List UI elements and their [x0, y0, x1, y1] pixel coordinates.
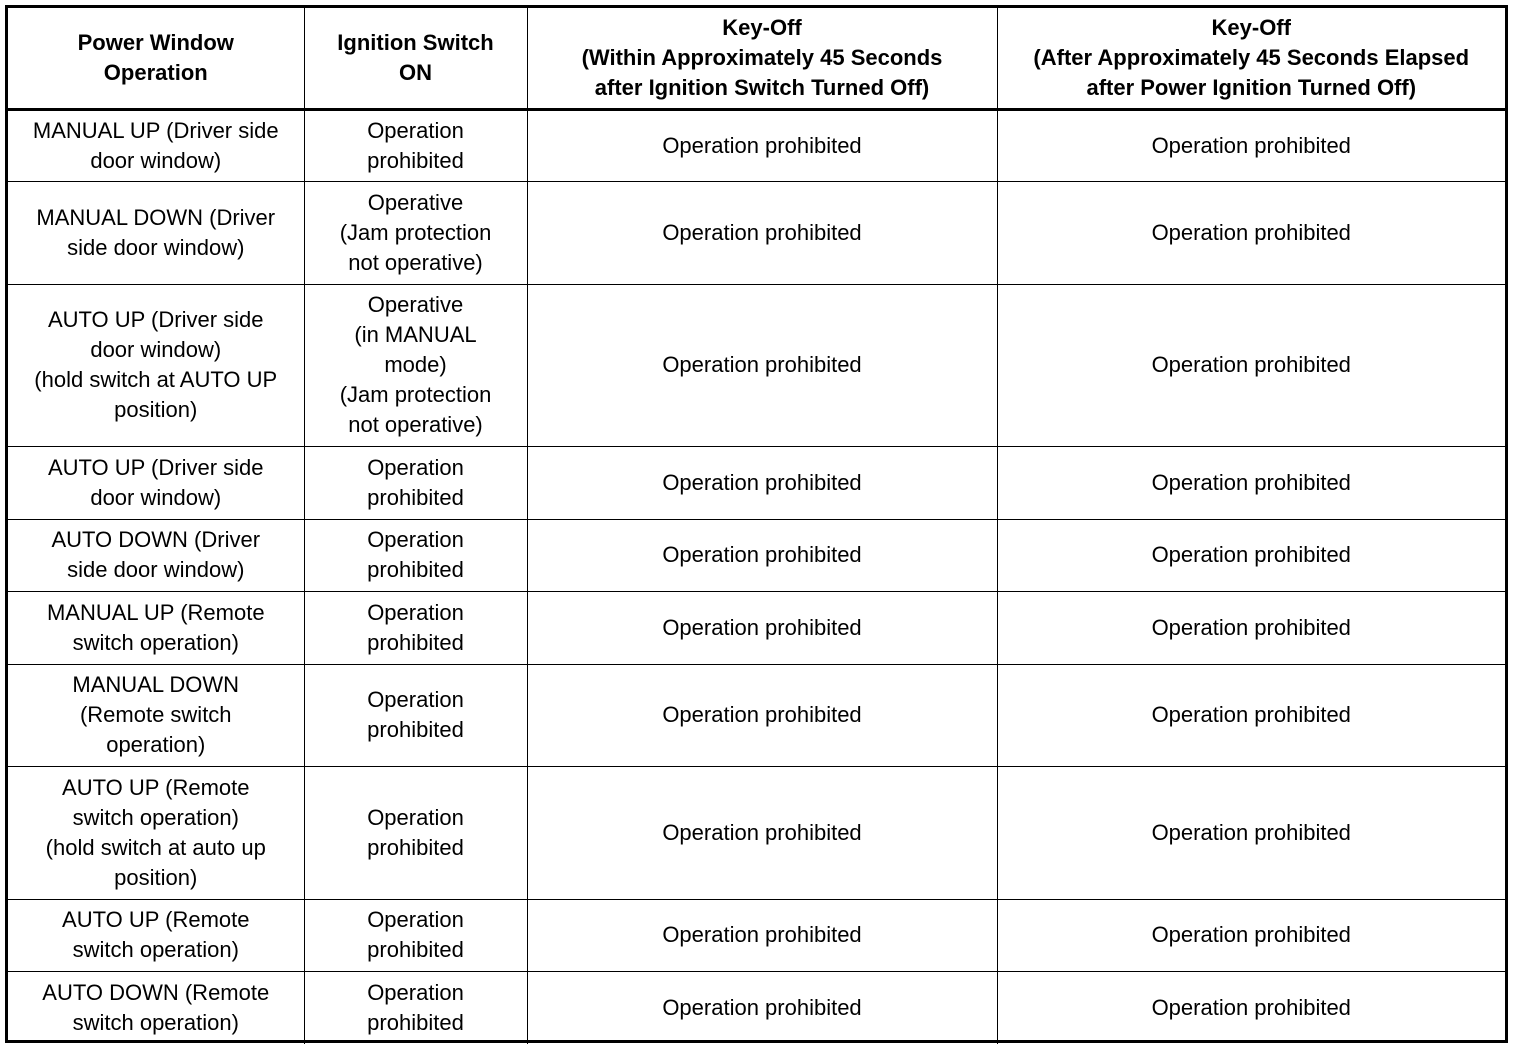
- cell-text-line: AUTO DOWN (Driver: [51, 527, 261, 552]
- key-off-within-cell: Operation prohibited: [527, 591, 997, 664]
- cell-text-line: Operation: [367, 117, 464, 143]
- header-text-line: Key-Off: [1211, 14, 1291, 40]
- key-off-after-cell: Operation prohibited: [997, 446, 1505, 519]
- ignition-on-cell: [304, 971, 527, 1044]
- key-off-after-cell: Operation prohibited: [997, 519, 1505, 591]
- cell-text-line: (Jam protection: [339, 382, 492, 407]
- cell-text-line: switch operation): [72, 1009, 239, 1035]
- cell-text-line: prohibited: [367, 557, 464, 582]
- key-off-within-cell: Operation prohibited: [527, 519, 997, 591]
- header-text-line: Operation: [103, 59, 208, 85]
- operation-cell: [8, 109, 304, 181]
- key-off-within-cell: Operation prohibited: [527, 664, 997, 766]
- operation-cell: [8, 446, 304, 519]
- header-text-line: Ignition Switch: [337, 29, 494, 55]
- table-row: [8, 899, 1505, 971]
- header-text-line: Key-Off: [722, 14, 802, 40]
- table-row: [8, 766, 1505, 899]
- key-off-after-cell: Operation prohibited: [997, 971, 1505, 1044]
- header-text-line: (After Approximately 45 Seconds Elapsed: [1033, 44, 1470, 70]
- header-text-line: Power Window: [77, 29, 234, 55]
- cell-text-line: (hold switch at AUTO UP: [34, 367, 278, 392]
- cell-text-line: Operation: [367, 804, 464, 830]
- cell-text-line: AUTO UP (Driver side: [47, 454, 264, 480]
- ignition-on-cell: [304, 591, 527, 664]
- key-off-within-cell: Operation prohibited: [527, 446, 997, 519]
- operation-cell: [8, 766, 304, 899]
- cell-text-line: Operation: [367, 599, 464, 625]
- cell-text-line: switch operation): [72, 804, 239, 830]
- table-row: [8, 181, 1505, 284]
- operation-cell: [8, 591, 304, 664]
- table-row: [8, 664, 1505, 766]
- cell-text-line: prohibited: [367, 1009, 464, 1035]
- cell-text-line: AUTO UP (Remote: [62, 907, 250, 932]
- table-row: [8, 519, 1505, 591]
- cell-text-line: switch operation): [72, 629, 239, 655]
- cell-text-line: prohibited: [367, 937, 464, 962]
- cell-text-line: position): [114, 864, 198, 890]
- cell-text-line: prohibited: [367, 629, 464, 655]
- cell-text-line: AUTO DOWN (Remote: [42, 979, 270, 1005]
- ignition-on-cell: [304, 284, 527, 446]
- key-off-after-cell: Operation prohibited: [997, 766, 1505, 899]
- ignition-on-cell: [304, 109, 527, 181]
- cell-text-line: Operation: [367, 907, 464, 932]
- table-row: [8, 971, 1505, 1044]
- header-row: [8, 8, 1505, 109]
- key-off-within-cell: Operation prohibited: [527, 109, 997, 181]
- cell-text-line: side door window): [67, 557, 245, 582]
- cell-text-line: switch operation): [72, 937, 239, 962]
- cell-text-line: (hold switch at auto up: [45, 834, 266, 860]
- key-off-after-cell: Operation prohibited: [997, 181, 1505, 284]
- ignition-on-cell: [304, 766, 527, 899]
- header-key-off-within-45s: [527, 8, 997, 109]
- cell-text-line: MANUAL UP (Remote: [46, 599, 265, 625]
- key-off-within-cell: Operation prohibited: [527, 899, 997, 971]
- operation-cell: [8, 519, 304, 591]
- cell-text-line: prohibited: [367, 484, 464, 510]
- cell-text-line: Operative: [367, 292, 464, 317]
- ignition-on-cell: [304, 446, 527, 519]
- key-off-after-cell: Operation prohibited: [997, 284, 1505, 446]
- cell-text-line: AUTO UP (Driver side: [47, 307, 264, 332]
- key-off-after-cell: Operation prohibited: [997, 109, 1505, 181]
- cell-text-line: MANUAL DOWN (Driver: [36, 204, 276, 230]
- cell-text-line: Operation: [367, 979, 464, 1005]
- operation-cell: [8, 664, 304, 766]
- cell-text-line: door window): [90, 147, 222, 173]
- header-text-line: ON: [399, 59, 432, 85]
- cell-text-line: Operation: [367, 454, 464, 480]
- table-row: [8, 284, 1505, 446]
- cell-text-line: prohibited: [367, 717, 464, 742]
- cell-text-line: not operative): [348, 412, 483, 437]
- key-off-within-cell: Operation prohibited: [527, 971, 997, 1044]
- header-text-line: after Ignition Switch Turned Off): [594, 74, 930, 100]
- key-off-within-cell: Operation prohibited: [527, 181, 997, 284]
- operation-cell: [8, 899, 304, 971]
- cell-text-line: door window): [90, 337, 222, 362]
- header-power-window-operation: [8, 8, 304, 109]
- cell-text-line: Operation: [367, 687, 464, 712]
- ignition-on-cell: [304, 519, 527, 591]
- operation-cell: [8, 284, 304, 446]
- key-off-after-cell: Operation prohibited: [997, 591, 1505, 664]
- cell-text-line: position): [114, 397, 198, 422]
- cell-text-line: operation): [106, 732, 206, 757]
- power-window-operation-table: [8, 8, 1505, 1044]
- cell-text-line: (Jam protection: [339, 219, 492, 245]
- key-off-within-cell: Operation prohibited: [527, 284, 997, 446]
- cell-text-line: AUTO UP (Remote: [62, 774, 250, 800]
- cell-text-line: not operative): [348, 249, 483, 275]
- cell-text-line: door window): [90, 484, 222, 510]
- cell-text-line: (in MANUAL: [354, 322, 477, 347]
- cell-text-line: MANUAL UP (Driver side: [32, 117, 279, 143]
- header-ignition-switch-on: [304, 8, 527, 109]
- cell-text-line: MANUAL DOWN: [72, 672, 240, 697]
- ignition-on-cell: [304, 664, 527, 766]
- ignition-on-cell: [304, 899, 527, 971]
- key-off-after-cell: Operation prohibited: [997, 899, 1505, 971]
- cell-text-line: prohibited: [367, 147, 464, 173]
- operation-cell: [8, 181, 304, 284]
- header-text-line: after Power Ignition Turned Off): [1086, 74, 1417, 100]
- key-off-within-cell: Operation prohibited: [527, 766, 997, 899]
- cell-text-line: side door window): [67, 234, 245, 260]
- table-row: [8, 109, 1505, 181]
- cell-text-line: Operation: [367, 527, 464, 552]
- table-row: [8, 591, 1505, 664]
- table-row: [8, 446, 1505, 519]
- key-off-after-cell: Operation prohibited: [997, 664, 1505, 766]
- header-text-line: (Within Approximately 45 Seconds: [581, 44, 943, 70]
- header-key-off-after-45s: [997, 8, 1505, 109]
- cell-text-line: mode): [384, 352, 447, 377]
- cell-text-line: prohibited: [367, 834, 464, 860]
- cell-text-line: (Remote switch: [79, 702, 232, 727]
- cell-text-line: Operative: [367, 189, 464, 215]
- ignition-on-cell: [304, 181, 527, 284]
- operation-cell: [8, 971, 304, 1044]
